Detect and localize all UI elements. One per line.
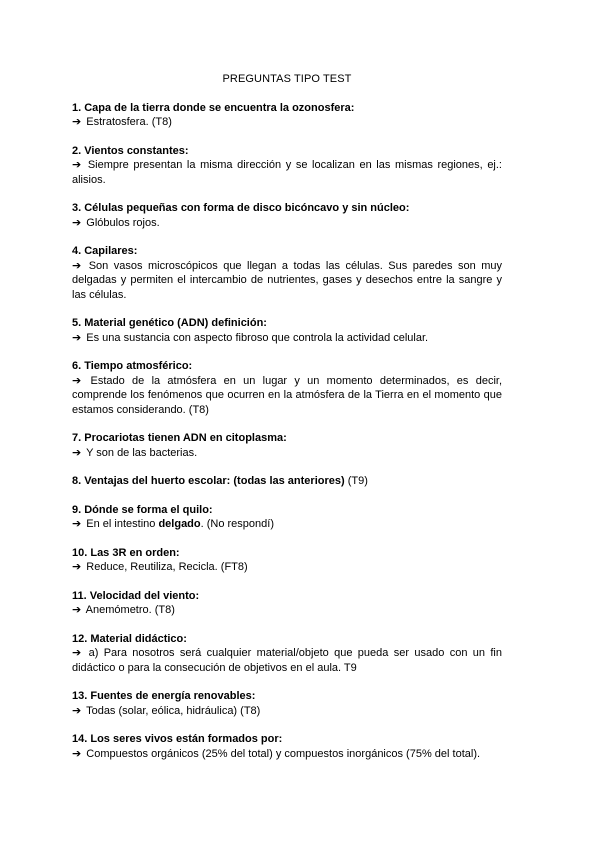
question-text: 10. Las 3R en orden:	[72, 546, 180, 559]
question-note: (T9)	[347, 475, 368, 487]
answer-content: Anemómetro. (T8)	[85, 604, 175, 616]
arrow-icon: ➔	[72, 216, 82, 229]
question-item-8	[72, 474, 502, 489]
arrow-icon: ➔	[72, 446, 82, 459]
answer-text	[72, 216, 502, 231]
question-item-14	[72, 732, 502, 761]
arrow-icon: ➔	[72, 259, 82, 272]
arrow-icon: ➔	[72, 374, 82, 387]
answer-content: Siempre presentan la misma dirección y se localizan en las mismas regiones, ej.: alisios.	[72, 159, 502, 186]
answer-content: En el intestino	[86, 518, 156, 530]
question-item-1	[72, 101, 502, 130]
question-text: 5. Material genético (ADN) definición:	[72, 317, 267, 329]
question-item-5	[72, 316, 502, 345]
arrow-icon: ➔	[72, 159, 82, 171]
arrow-icon: ➔	[72, 116, 82, 128]
question-item-12	[72, 632, 502, 676]
question-item-7	[72, 431, 502, 460]
question-item-10	[72, 546, 502, 575]
question-text: 1. Capa de la tierra donde se encuentra la ozonosfera:	[72, 101, 355, 114]
answer-text	[72, 704, 502, 719]
arrow-icon: ➔	[72, 704, 82, 717]
question-text: 13. Fuentes de energía renovables:	[72, 690, 256, 702]
question-item-11	[72, 589, 502, 618]
question-text: 14. Los seres vivos están formados por:	[72, 733, 283, 745]
arrow-icon: ➔	[72, 604, 82, 616]
answer-text	[72, 747, 502, 762]
question-item-4	[72, 244, 502, 302]
answer-content: Es una sustancia con aspecto fibroso que controla la actividad celular.	[86, 331, 429, 344]
answer-text	[72, 158, 502, 187]
answer-text	[72, 603, 502, 618]
question-text: 2. Vientos constantes:	[72, 144, 189, 157]
question-item-2	[72, 144, 502, 188]
answer-content: Y son de las bacterias.	[86, 446, 198, 459]
answer-suffix: . (No respondí)	[200, 518, 274, 530]
question-text: 9. Dónde se forma el quilo:	[72, 503, 213, 516]
question-text: 7. Procariotas tienen ADN en citoplasma:	[72, 432, 287, 444]
answer-text	[72, 115, 502, 130]
arrow-icon: ➔	[72, 518, 82, 530]
answer-content: Glóbulos rojos.	[86, 216, 160, 229]
answer-text	[72, 259, 502, 303]
arrow-icon: ➔	[72, 647, 82, 659]
answer-content: Todas (solar, eólica, hidráulica) (T8)	[86, 704, 261, 717]
answer-content: Compuestos orgánicos (25% del total) y compuestos inorgánicos (75% del total).	[86, 747, 481, 760]
question-item-3	[72, 201, 502, 230]
question-content: 8. Ventajas del huerto escolar: (todas las anteriores)	[72, 475, 345, 487]
question-text: 4. Capilares:	[72, 245, 138, 257]
question-text: 3. Células pequeñas con forma de disco bicóncavo y sin núcleo:	[72, 202, 410, 214]
answer-text	[72, 374, 502, 418]
arrow-icon: ➔	[72, 331, 82, 344]
answer-content: a) Para nosotros será cualquier material/objeto que pueda ser usado con un fin didáctico o para la consecución de objetivos en el aula. T9	[72, 647, 502, 674]
question-item-6	[72, 359, 502, 417]
answer-text	[72, 517, 502, 532]
question-text: 6. Tiempo atmosférico:	[72, 360, 193, 372]
page-title: PREGUNTAS TIPO TEST	[222, 73, 352, 85]
question-item-9	[72, 503, 502, 532]
answer-text	[72, 446, 502, 461]
question-item-13	[72, 689, 502, 718]
answer-content: Estratosfera. (T8)	[86, 116, 172, 128]
answer-text	[72, 646, 502, 675]
answer-text	[72, 560, 502, 575]
answer-content: Estado de la atmósfera en un lugar y un momento determinados, es decir, comprende los fenómenos que ocurren en la atmósfera de la Tierra en el momento que estamos considerando. (T8)	[72, 374, 503, 416]
question-text: 12. Material didáctico:	[72, 632, 187, 645]
answer-emphasis: delgado	[158, 518, 201, 530]
question-text: 11. Velocidad del viento:	[72, 589, 200, 602]
arrow-icon: ➔	[72, 747, 82, 760]
answer-content: Son vasos microscópicos que llegan a todas las células. Sus paredes son muy delgadas y permiten el intercambio de nutrientes, gases y desechos entre la sangre y las células.	[72, 259, 502, 301]
answer-text	[72, 331, 502, 346]
arrow-icon: ➔	[72, 561, 82, 573]
question-text	[72, 474, 502, 489]
answer-content: Reduce, Reutiliza, Recicla. (FT8)	[86, 561, 248, 573]
